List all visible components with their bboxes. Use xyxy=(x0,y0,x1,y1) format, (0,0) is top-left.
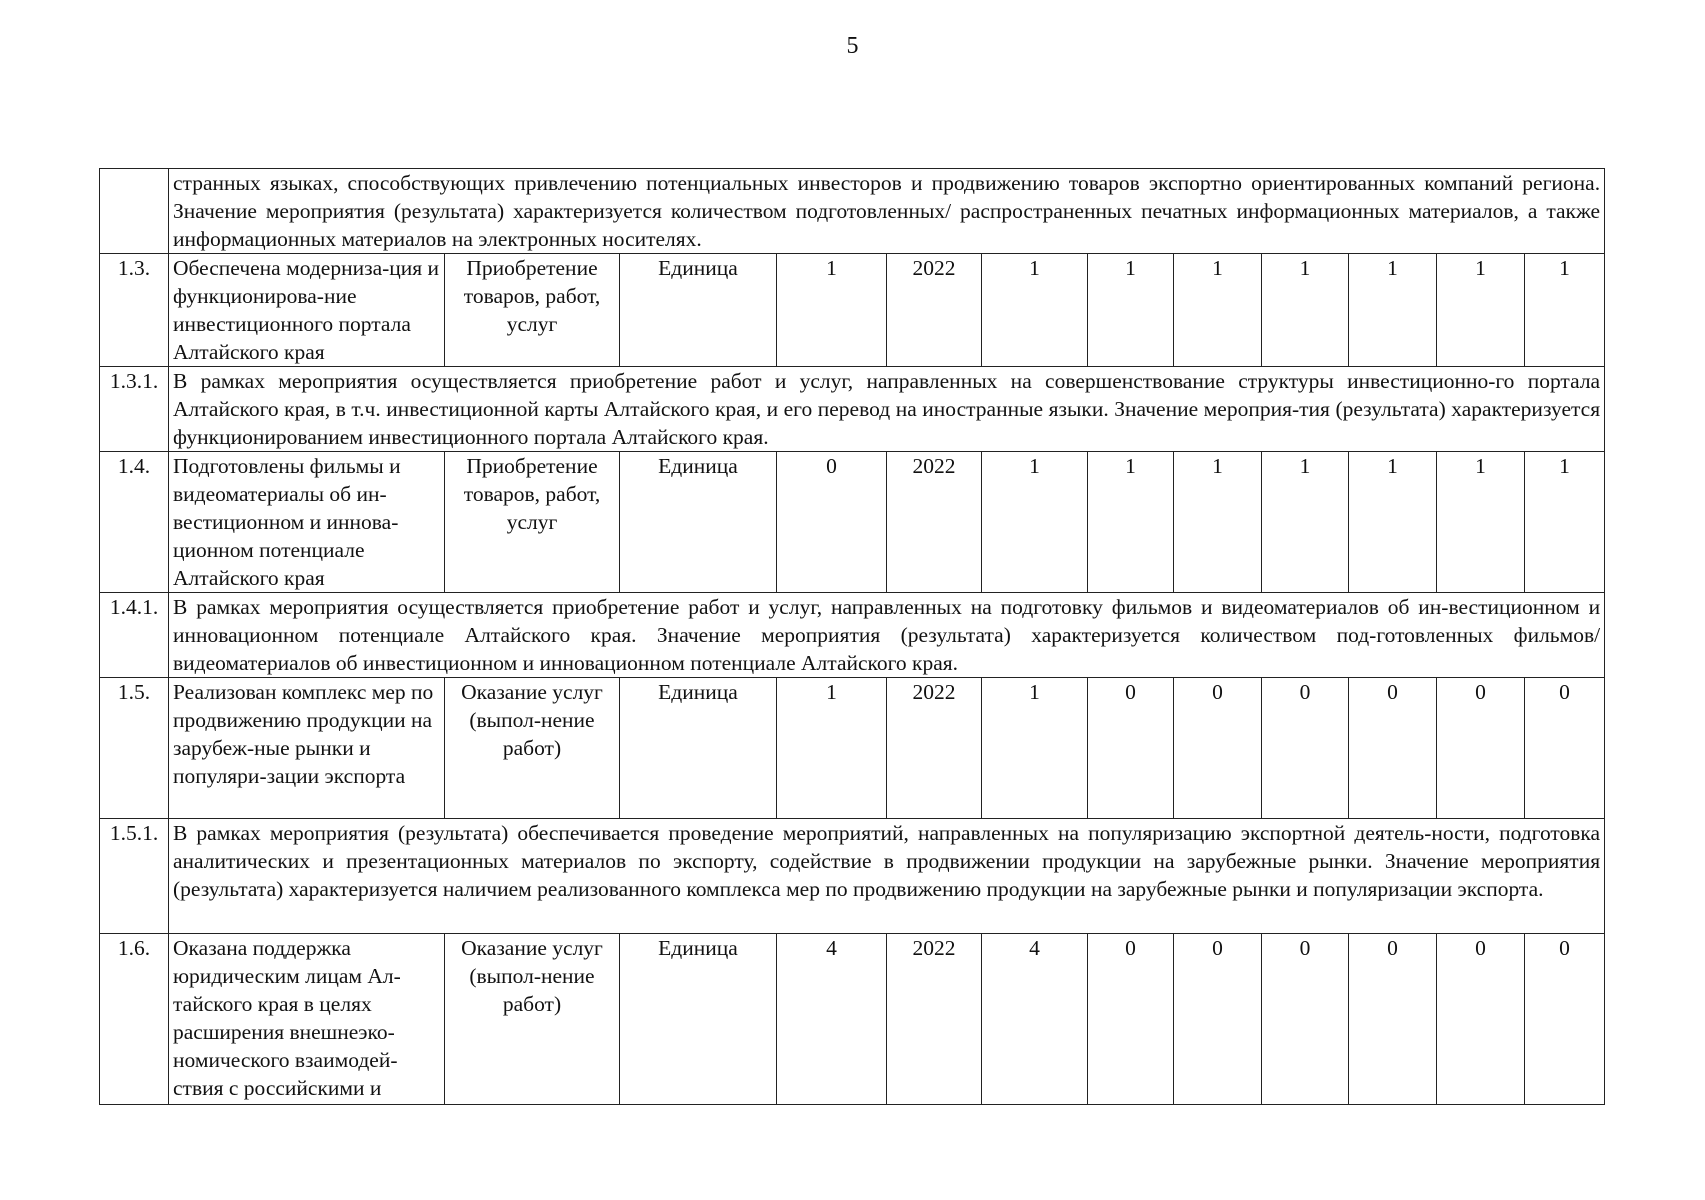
row-number-cell: 1.4. xyxy=(100,452,169,593)
unit-cell: Единица xyxy=(620,934,777,1105)
value-cell: 0 xyxy=(1262,934,1349,1105)
row-number-cell: 1.3.1. xyxy=(100,367,169,452)
result-name-cell: Подготовлены фильмы и видеоматериалы об ин-вестиционном и иннова-ционном потенциале Алтайского края xyxy=(169,452,445,593)
value-cell: 0 xyxy=(1088,934,1174,1105)
value-cell: 1 xyxy=(1525,254,1605,367)
row-number-cell: 1.3. xyxy=(100,254,169,367)
page-number: 5 xyxy=(846,33,859,59)
table-row xyxy=(100,254,1605,367)
base-value-cell: 1 xyxy=(777,254,887,367)
base-value-cell: 4 xyxy=(777,934,887,1105)
row-number-cell: 1.4.1. xyxy=(100,593,169,678)
continuation-row xyxy=(100,169,1605,254)
table-row xyxy=(100,678,1605,819)
result-type-cell: Оказание услуг (выпол-нение работ) xyxy=(445,934,620,1105)
unit-cell: Единица xyxy=(620,678,777,819)
description-row xyxy=(100,819,1605,934)
value-cell: 1 xyxy=(982,254,1088,367)
value-cell: 1 xyxy=(1174,452,1262,593)
value-cell: 0 xyxy=(1349,678,1437,819)
result-type-cell: Приобретение товаров, работ, услуг xyxy=(445,254,620,367)
base-value-cell: 0 xyxy=(777,452,887,593)
value-cell: 1 xyxy=(1174,254,1262,367)
value-cell: 0 xyxy=(1174,934,1262,1105)
row-number-cell: 1.5. xyxy=(100,678,169,819)
value-cell: 1 xyxy=(1525,452,1605,593)
result-name-cell: Реализован комплекс мер по продвижению продукции на зарубеж-ные рынки и популяри-зации экспорта xyxy=(169,678,445,819)
base-value-cell: 1 xyxy=(777,678,887,819)
table-row xyxy=(100,452,1605,593)
value-cell: 1 xyxy=(1437,452,1525,593)
value-cell: 1 xyxy=(1262,254,1349,367)
value-cell: 1 xyxy=(1088,254,1174,367)
value-cell: 0 xyxy=(1525,934,1605,1105)
base-year-cell: 2022 xyxy=(887,934,982,1105)
base-year-cell: 2022 xyxy=(887,452,982,593)
description-row xyxy=(100,593,1605,678)
description-cell: странных языках, способствующих привлечению потенциальных инвесторов и продвижению товаров экспортно ориентированных компаний региона. Значение мероприятия (результата) характеризуется количеством подготовленных/ распространенных печатных информационных материалов, а также информационных материалов на электронных носителях. xyxy=(169,169,1605,254)
result-name-cell: Оказана поддержка юридическим лицам Ал-тайского края в целях расширения внешнеэко-номического взаимодей-ствия с российскими и xyxy=(169,934,445,1105)
base-year-cell: 2022 xyxy=(887,678,982,819)
table-row xyxy=(100,934,1605,1105)
program-results-table xyxy=(99,168,1605,1105)
value-cell: 4 xyxy=(982,934,1088,1105)
description-cell: В рамках мероприятия осуществляется приобретение работ и услуг, направленных на подготовку фильмов и видеоматериалов об ин-вестиционном и инновационном потенциале Алтайского края. Значение мероприятия (результата) характеризуется количеством под-готовленных фильмов/видеоматериалов об инвестиционном и инновационном потенциале Алтайского края. xyxy=(169,593,1605,678)
value-cell: 1 xyxy=(982,452,1088,593)
value-cell: 0 xyxy=(1262,678,1349,819)
value-cell: 1 xyxy=(1437,254,1525,367)
result-type-cell: Приобретение товаров, работ, услуг xyxy=(445,452,620,593)
value-cell: 1 xyxy=(1088,452,1174,593)
unit-cell: Единица xyxy=(620,254,777,367)
row-number-cell xyxy=(100,169,169,254)
value-cell: 0 xyxy=(1088,678,1174,819)
value-cell: 0 xyxy=(1437,934,1525,1105)
row-number-cell: 1.6. xyxy=(100,934,169,1105)
value-cell: 0 xyxy=(1437,678,1525,819)
value-cell: 1 xyxy=(1349,452,1437,593)
description-cell: В рамках мероприятия осуществляется приобретение работ и услуг, направленных на совершенствование структуры инвестиционно-го портала Алтайского края, в т.ч. инвестиционной карты Алтайского края, и его перевод на иностранные языки. Значение мероприя-тия (результата) характеризуется функционированием инвестиционного портала Алтайского края. xyxy=(169,367,1605,452)
row-number-cell: 1.5.1. xyxy=(100,819,169,934)
value-cell: 0 xyxy=(1349,934,1437,1105)
result-name-cell: Обеспечена модерниза-ция и функционирова-ние инвестиционного портала Алтайского края xyxy=(169,254,445,367)
result-type-cell: Оказание услуг (выпол-нение работ) xyxy=(445,678,620,819)
value-cell: 1 xyxy=(982,678,1088,819)
base-year-cell: 2022 xyxy=(887,254,982,367)
value-cell: 0 xyxy=(1525,678,1605,819)
value-cell: 1 xyxy=(1349,254,1437,367)
value-cell: 1 xyxy=(1262,452,1349,593)
value-cell: 0 xyxy=(1174,678,1262,819)
unit-cell: Единица xyxy=(620,452,777,593)
description-cell: В рамках мероприятия (результата) обеспечивается проведение мероприятий, направленных на популяризацию экспортной деятель-ности, подготовка аналитических и презентационных материалов по экспорту, содействие в продвижении продукции на зарубежные рынки. Значение мероприятия (результата) характеризуется наличием реализованного комплекса мер по продвижению продукции на зарубежные рынки и популяризации экспорта. xyxy=(169,819,1605,934)
description-row xyxy=(100,367,1605,452)
